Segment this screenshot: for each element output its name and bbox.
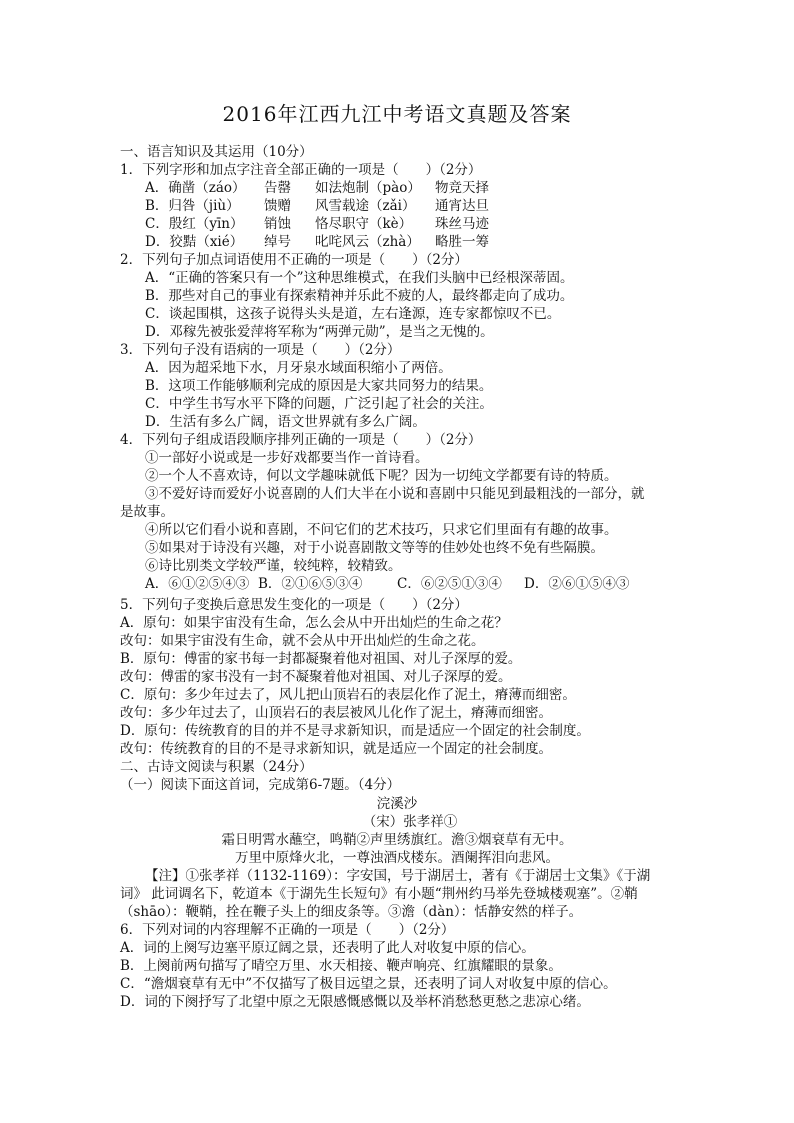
question-6-option-a: A．词的上阕写边塞平原辽阔之景，还表明了此人对收复中原的信心。 (120, 940, 535, 956)
question-5-line: 改句：傅雷的家书没有一封不凝聚着他对祖国、对儿子深厚的爱。 (120, 669, 512, 685)
question-4-sentence-4: ④所以它们看小说和喜剧，不问它们的艺术技巧，只求它们里面有有趣的故事。 (145, 522, 618, 538)
poem-note: 词》 此词调名下，乾道本《于湖先生长短句》有小题“荆州约马举先登城楼观塞”。②鞘 (120, 886, 638, 902)
question-5-stem: 5．下列句子变换后意思发生变化的一项是（ ）（2分） (120, 597, 468, 613)
question-5-line: D．原句：传统教育的目的并不是寻求新知识，而是适应一个固定的社会制度。 (120, 723, 590, 739)
poem-line: 万里中原烽火北，一尊浊酒戍楼东。酒阑挥泪向悲风。 (235, 850, 559, 866)
question-2-stem: 2．下列句子加点词语使用不正确的一项是（ ）（2分） (120, 252, 468, 268)
question-5-line: 改句：多少年过去了，山顶岩石的表层被风儿化作了泥土，瘠薄而细密。 (120, 705, 552, 721)
poem-note: 【注】①张孝祥（1132-1169）：字安国，号于湖居士，著有《于湖居士文集》《于湖 (145, 868, 651, 884)
question-3-option-a: A．因为超采地下水，月牙泉水域面积缩小了两倍。 (145, 360, 452, 376)
question-2-option-b: B．那些对自己的事业有探索精神并乐此不疲的人，最终都走向了成功。 (145, 288, 574, 304)
question-3-stem: 3．下列句子没有语病的一项是（ ）（2分） (120, 342, 401, 358)
question-6-option-c: C．“澹烟衰草有无中”不仅描写了极目远望之景，还表明了词人对收复中原的信心。 (120, 976, 617, 992)
page-title: 2016年江西九江中考语文真题及答案 (222, 102, 572, 126)
section-heading: 一、语言知识及其运用（10分） (120, 144, 313, 160)
question-4-option-c: C．⑥②⑤①③④ (397, 576, 502, 592)
question-4-option-a: A．⑥①②⑤④③ (145, 576, 250, 592)
question-4-sentence-3-cont: 是故事。 (120, 504, 174, 520)
question-4-sentence-5: ⑤如果对于诗没有兴趣，对于小说喜剧散文等等的佳妙处也终不免有些隔膜。 (145, 540, 604, 556)
question-5-line: A．原句：如果宇宙没有生命，怎么会从中开出灿烂的生命之花？ (120, 615, 508, 631)
question-4-stem: 4．下列句子组成语段顺序排列正确的一项是（ ）（2分） (120, 432, 482, 448)
question-3-option-b: B．这项工作能够顺利完成的原因是大家共同努力的结果。 (145, 378, 493, 394)
question-5-line: B．原句：傅雷的家书每一封都凝聚着他对祖国、对儿子深厚的爱。 (120, 651, 522, 667)
question-4-sentence-2: ②一个人不喜欢诗，何以文学趣味就低下呢？因为一切纯文学都要有诗的特质。 (145, 468, 618, 484)
question-5-line: 改句：传统教育的目的不是寻求新知识，就是适应一个固定的社会制度。 (120, 741, 552, 757)
question-4-option-b: B．②①⑥⑤③④ (258, 576, 363, 592)
question-4-option-d: D．②⑥①⑤④③ (524, 576, 630, 592)
question-2-option-c: C．谈起围棋，这孩子说得头头是道，左右逢源，连专家都惊叹不已。 (145, 306, 561, 322)
question-2-option-a: A．“正确的答案只有一个”这种思维模式，在我们头脑中已经根深蒂固。 (145, 270, 574, 286)
question-6-option-d: D．词的下阕抒写了北望中原之无限感慨感慨以及举杯消愁愁更愁之悲凉心绪。 (120, 994, 590, 1010)
poem-line: 霜日明霄水蘸空，鸣鞘②声里绣旗红。澹③烟衰草有无中。 (221, 832, 573, 848)
reading-part-heading: （一）阅读下面这首词，完成第6-7题。（4分） (120, 777, 401, 793)
question-3-option-d: D．生活有多么广阔，语文世界就有多么广阔。 (145, 414, 426, 430)
question-4-sentence-6: ⑥诗比别类文学较严谨，较纯粹，较精致。 (145, 558, 402, 574)
section-heading: 二、古诗文阅读与积累（24分） (120, 759, 313, 775)
question-6-option-b: B．上阕前两句描写了晴空万里、水天相接、鞭声响亮、红旗耀眼的景象。 (120, 958, 562, 974)
question-2-option-d: D．邓稼先被张爱萍将军称为“两弹元勋”，是当之无愧的。 (145, 324, 494, 340)
question-4-sentence-3: ③不爱好诗而爱好小说喜剧的人们大半在小说和喜剧中只能见到最粗浅的一部分，就 (145, 486, 645, 502)
question-4-sentence-1: ①一部好小说或是一步好戏都要当作一首诗看。 (145, 450, 429, 466)
poem-note: （shāo）：鞭鞘，拴在鞭子头上的细皮条等。③澹（dàn）：恬静安然的样子。 (120, 904, 583, 920)
question-1-stem: 1．下列字形和加点字注音全部正确的一项是（ ）（2分） (120, 162, 482, 178)
question-5-line: C．原句：多少年过去了，风儿把山顶岩石的表层化作了泥土，瘠薄而细密。 (120, 687, 576, 703)
poem-title: 浣溪沙 (376, 796, 418, 812)
question-5-line: 改句：如果宇宙没有生命，就不会从中开出灿烂的生命之花。 (120, 633, 485, 649)
question-3-option-c: C．中学生书写水平下降的问题，广泛引起了社会的关注。 (145, 396, 493, 412)
exam-page: 2016年江西九江中考语文真题及答案 一、语言知识及其运用（10分） 1．下列字形和加点字注音全部正确的一项是（ ）（2分） A．确凿（záo） 告罄 如法炮制（pào） 物竞天择 B．归咎（jiù） 馈赠 风雪载途（zǎi） 通宵达旦 C．殷红（yīn） 销蚀 恪尽职守（kè） 珠丝马迹 D．狡黠（xié） 绰号 叱咤风云（zhà） 略胜一筹 2．下列句子加点词语使用不正确的一项是（ ）（2分） A．“正确的答案只有一个”这种思维模式，在我们头脑中已经根深蒂固。 B．那些对自己的事业有探索精神并乐此不疲的人，最终都走向了成功。 C．谈起围棋，这孩子说得头头是道，左右逢源，连专家都惊叹不已。 D．邓稼先被张爱萍将军称为“两弹元勋”，是当之无愧的。 3．下列句子没有语病的一项是（ ）（2分） A．因为超采地下水，月牙泉水域面积缩小了两倍。 B．这项工作能够顺利完成的原因是大家共同努力的结果。 C．中学生书写水平下降的问题，广泛引起了社会的关注。 D．生活有多么广阔，语文世界就有多么广阔。 4．下列句子组成语段顺序排列正确的一项是（ ）（2分） ①一部好小说或是一步好戏都要当作一首诗看。 ②一个人不喜欢诗，何以文学趣味就低下呢？因为一切纯文学都要有诗的特质。 ③不爱好诗而爱好小说喜剧的人们大半在小说和喜剧中只能见到最粗浅的一部分，就 是故事。 ④所以它们看小说和喜剧，不问它们的艺术技巧，只求它们里面有有趣的故事。 ⑤如果对于诗没有兴趣，对于小说喜剧散文等等的佳妙处也终不免有些隔膜。 ⑥诗比别类文学较严谨，较纯粹，较精致。 A．⑥①②⑤④③ B．②①⑥⑤③④ C．⑥②⑤①③④ D．②⑥①⑤④③ 5．下列句子变换后意思发生变化的一项是（ ）（2分） A．原句：如果宇宙没有生命，怎么会从中开出灿烂的生命之花？ 改句：如果宇宙没有生命，就不会从中开出灿烂的生命之花。 B．原句：傅雷的家书每一封都凝聚着他对祖国、对儿子深厚的爱。 改句：傅雷的家书没有一封不凝聚着他对祖国、对儿子深厚的爱。 C．原句：多少年过去了，风儿把山顶岩石的表层化作了泥土，瘠薄而细密。 改句：多少年过去了，山顶岩石的表层被风儿化作了泥土，瘠薄而细密。 D．原句：传统教育的目的并不是寻求新知识，而是适应一个固定的社会制度。 改句：传统教育的目的不是寻求新知识，就是适应一个固定的社会制度。 二、古诗文阅读与积累（24分） （一）阅读下面这首词，完成第6-7题。（4分） 浣溪沙 （宋）张孝祥① 霜日明霄水蘸空，鸣鞘②声里绣旗红。澹③烟衰草有无中。 万里中原烽火北，一尊浊酒戍楼东。酒阑挥泪向悲风。 【注】①张孝祥（1132-1169）：字安国，号于湖居士，著有《于湖居士文集》《于湖 词》 此词调名下，乾道本《于湖先生长短句》有小题“荆州约马举先登城楼观塞”。②鞘 （shāo）：鞭鞘，拴在鞭子头上的细皮条等。③澹（dàn）：恬静安然的样子。 6．下列对词的内容理解不正确的一项是（ ）（2分） A．词的上阕写边塞平原辽阔之景，还表明了此人对收复中原的信心。 B．上阕前两句描写了晴空万里、水天相接、鞭声响亮、红旗耀眼的景象。 C．“澹烟衰草有无中”不仅描写了极目远望之景，还表明了词人对收复中原的信心。 D．词的下阕抒写了北望中原之无限感慨感慨以及举杯消愁愁更愁之悲凉心绪。 (0, 0, 794, 1123)
question-6-stem: 6．下列对词的内容理解不正确的一项是（ ）（2分） (120, 922, 455, 938)
poem-author: （宋）张孝祥① (362, 814, 458, 830)
